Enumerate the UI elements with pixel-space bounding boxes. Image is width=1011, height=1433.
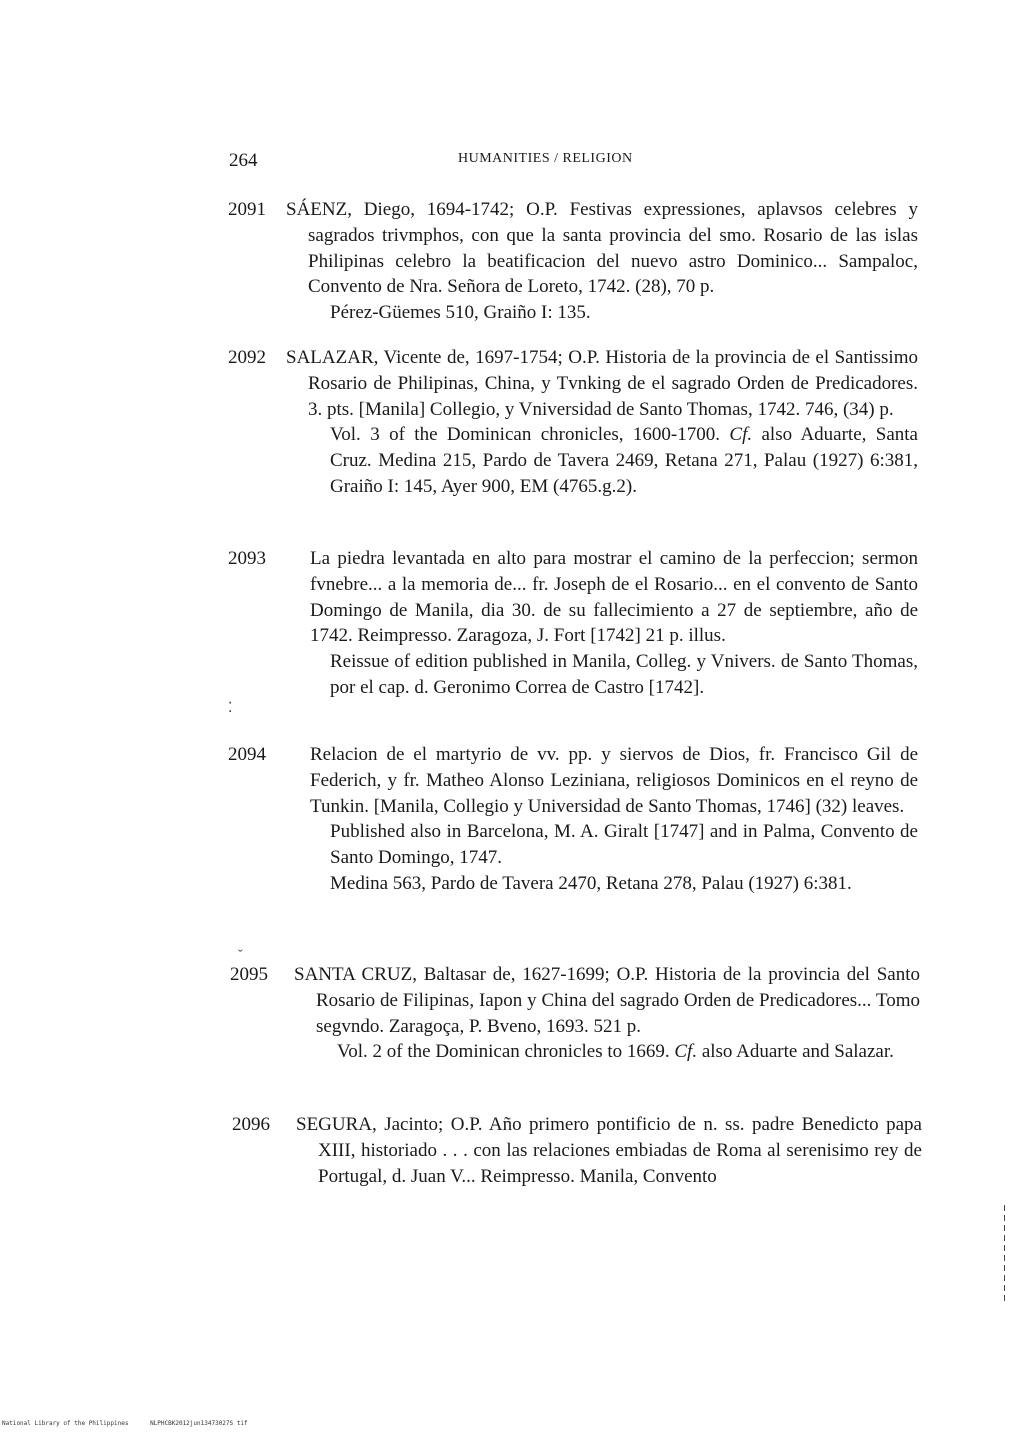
note-text: Vol. 2 of the Dominican chronicles to 1669.	[337, 1041, 670, 1063]
page-number: 264	[229, 150, 258, 171]
cf-abbreviation: Cf.	[729, 424, 753, 446]
entry-body	[296, 1112, 922, 1189]
entry-2096	[232, 1112, 922, 1189]
entry-body	[294, 962, 920, 1039]
entry-2095	[230, 962, 920, 1065]
entry-note: Published also in Barcelona, M. A. Giralt [1747] and in Palma, Convento de Santo Domingo, 1747.	[330, 821, 918, 869]
entry-note: Reissue of edition published in Manila, Colleg. y Vnivers. de Santo Thomas, por el cap. d. Geronimo Correa de Castro [1742].	[330, 651, 918, 698]
entry-text: , Vicente de, 1697-1754; O.P. Historia de la provincia de el Santissimo Rosario de Philipinas, China, y Tvnking de el sagrado Orden de Predicadores. 3. pts. [Manila] Collegio, y Vniversidad de Santo Thomas, 1742. 746, (34) p.	[308, 347, 918, 420]
author-name: SÁENZ	[286, 199, 348, 220]
entry-body	[286, 197, 918, 300]
entry-2094	[228, 742, 918, 897]
author-name: SEGURA	[296, 1114, 373, 1135]
author-name: SANTA CRUZ	[294, 964, 413, 985]
entry-note: Medina 563, Pardo de Tavera 2470, Retana 278, Palau (1927) 6:381.	[330, 872, 852, 894]
author-name: SALAZAR	[286, 347, 374, 368]
entry-number: 2091	[228, 199, 266, 220]
entry-2093	[228, 546, 918, 701]
cf-abbreviation: Cf.	[674, 1041, 698, 1063]
entry-number: 2096	[232, 1114, 270, 1135]
margin-mark: ˇ	[238, 948, 243, 963]
footer-scan-code: NLPHCBK2012jun13473027S tif	[150, 1420, 248, 1427]
entry-note: Pérez-Güemes 510, Graiño I: 135.	[330, 302, 591, 324]
entry-note	[330, 422, 918, 499]
margin-mark: ⁚	[228, 701, 233, 716]
note-text: Vol. 3 of the Dominican chronicles, 1600-1700.	[330, 424, 721, 446]
entry-number: 2095	[230, 964, 268, 985]
entry-number: 2094	[228, 744, 266, 765]
entry-body	[286, 345, 918, 422]
scan-edge-line	[1004, 1205, 1005, 1303]
note-text: also Aduarte, Santa Cruz. Medina 215, Pardo de Tavera 2469, Retana 271, Palau (1927) 6:381, Graiño I: 145, Ayer 900, EM (4765.g.2).	[330, 424, 918, 497]
entry-text: , Baltasar de, 1627-1699; O.P. Historia de la provincia del Santo Rosario de Filipinas, Iapon y China del sagrado Orden de Predicadores... Tomo segvndo. Zaragoça, P. Bveno, 1693. 521 p.	[316, 964, 920, 1037]
footer-library: National Library of the Philippines	[2, 1420, 129, 1427]
entry-body: Relacion de el martyrio de vv. pp. y siervos de Dios, fr. Francisco Gil de Federich, y fr. Matheo Alonso Leziniana, religiosos Dominicos en el reyno de Tunkin. [Manila, Collegio y Universidad de Santo Thomas, 1746] (32) leaves.	[310, 744, 918, 817]
entry-number: 2093	[228, 548, 266, 569]
entry-note	[337, 1039, 920, 1065]
entry-2092	[228, 345, 918, 500]
entry-2091	[228, 197, 918, 326]
entry-text: , Jacinto; O.P. Año primero pontificio de n. ss. padre Benedicto papa XIII, historiado . . . con las relaciones embiadas de Roma al serenisimo rey de Portugal, d. Juan V... Reimpresso. Manila, Convento	[318, 1114, 922, 1187]
note-text: also Aduarte and Salazar.	[701, 1041, 894, 1063]
running-head: HUMANITIES / RELIGION	[458, 151, 633, 166]
entry-number: 2092	[228, 347, 266, 368]
scan-footer	[2, 1420, 266, 1427]
entry-body: La piedra levantada en alto para mostrar el camino de la perfeccion; sermon fvnebre... a la memoria de... fr. Joseph de el Rosario... en el convento de Santo Domingo de Manila, dia 30. de su fallecimiento a 27 de septiembre, año de 1742. Reimpresso. Zaragoza, J. Fort [1742] 21 p. illus.	[310, 548, 918, 647]
entry-text: , Diego, 1694-1742; O.P. Festivas expressiones, aplavsos celebres y sagrados trivmphos, con que la santa provincia del smo. Rosario de las islas Philipinas celebro la beatificacion del nuevo astro Dominico... Sampaloc, Convento de Nra. Señora de Loreto, 1742. (28), 70 p.	[308, 199, 918, 298]
